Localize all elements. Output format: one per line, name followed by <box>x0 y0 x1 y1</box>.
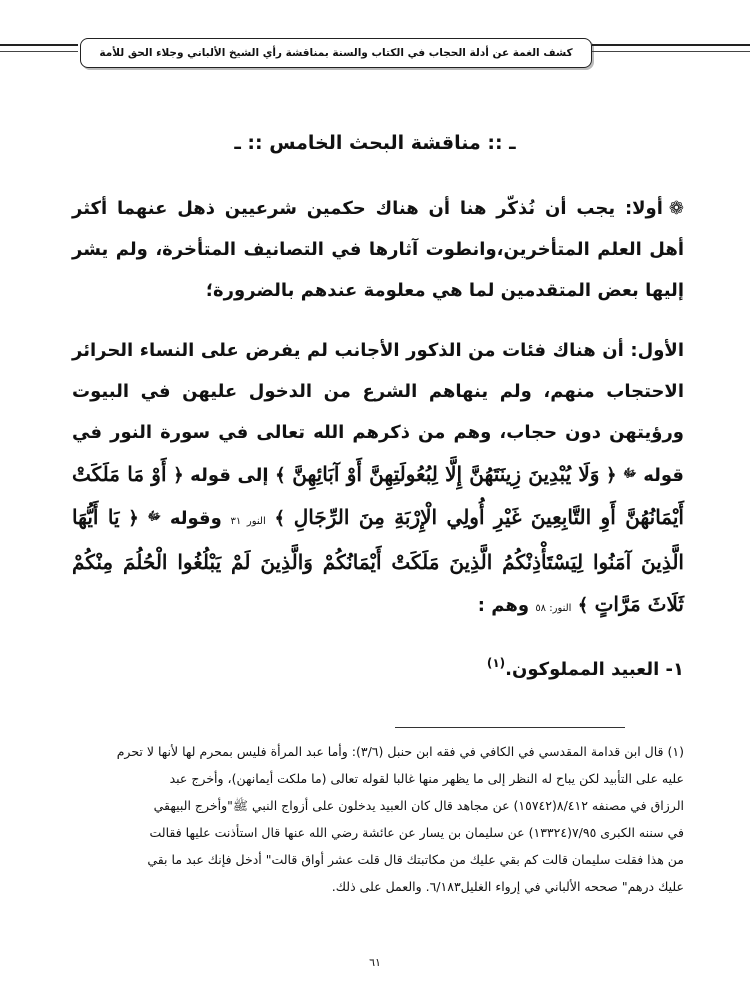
verse-open-bracket: ﴿ <box>606 465 617 486</box>
to-his-saying: إلى قوله <box>190 465 269 486</box>
verse-close-bracket: ﴾ <box>275 465 286 486</box>
quran-verse-2: أَوْ مَا مَلَكَتْ أَيْمَانُهُنَّ أَوِ التَّابِعِينَ غَيْرِ أُولِي الْإِرْبَةِ مِنَ الرِّجَالِ <box>72 462 684 529</box>
paragraph-first-point <box>72 188 684 311</box>
verse-close-bracket: ﴾ <box>577 595 589 616</box>
footnote-line: في سننه الكبرى ٧/٩٥(١٣٣٢٤) عن سليمان بن يسار عن عائشة رضي الله عنها قال استأذنت عليها فقالت <box>149 825 684 840</box>
running-header <box>80 38 592 68</box>
footnote-line: عليك درهم" صححه الألباني في إرواء الغليل٦/١٨٣. والعمل على ذلك. <box>331 879 684 894</box>
page-number: ٦١ <box>369 956 381 969</box>
footnote-line: عليه على التأبيد لكن يباح له النظر إلى ما يظهر منها غالبا لقوله تعالى (ما ملكت أيمانهن)، وأخرج عبد <box>169 771 684 786</box>
list-item <box>72 643 684 690</box>
footnote-line: (١) قال ابن قدامة المقدسي في الكافي في فقه ابن حنبل (٣/٦): وأما عبد المرأة فليس بمحرم لها لأنها لا تحرم <box>116 744 684 759</box>
footnote-separator <box>395 727 625 728</box>
paragraph-intro: الأول: أن هناك فئات من الذكور الأجانب لم يفرض على النساء الحرائر الاحتجاب منهم، ولم ينهاهم الشرع من الدخول عليهن في البيوت ورؤيتهن دون حجاب، وهم من ذكرهم الله تعالى في سورة النور في قوله <box>72 340 684 486</box>
verse-open-bracket: ﴿ <box>128 508 139 529</box>
paragraph-ending: وهم : <box>477 595 530 616</box>
quran-verse-3: يَا أَيُّهَا الَّذِينَ آمَنُوا لِيَسْتَأْذِنْكُمُ الَّذِينَ مَلَكَتْ أَيْمَانُكُمْ وَالَّذِينَ لَمْ يَبْلُغُوا الْحُلُمَ مِنْكُمْ ثَلَاثَ مَرَّاتٍ <box>72 505 684 616</box>
running-header-title: كشف الغمة عن أدلة الحجاب في الكتاب والسنة بمناقشة رأي الشيخ الألباني وجلاء الحق للأمة <box>99 47 573 59</box>
quran-verse-1: وَلَا يُبْدِينَ زِينَتَهُنَّ إِلَّا لِبُعُولَتِهِنَّ أَوْ آبَائِهِنَّ <box>292 462 600 486</box>
paragraph-first-ruling <box>72 330 684 629</box>
paragraph-first-point-text: أولا: يجب أن نُذكّر هنا أن هناك حكمين شرعيين ذهل عنهما أكثر أهل العلم المتأخرين،وانطوت آثارها في التصانيف المتأخرة، ولم يشر إليها بعض المتقدمين لما هي معلومة عندهم بالضرورة؛ <box>72 198 684 301</box>
verse-close-bracket: ﴾ <box>274 508 286 529</box>
header-rule-left <box>0 44 78 46</box>
footnote-line: الرزاق في مصنفه ٨/٤١٢(١٥٧٤٢) عن مجاهد قال كان العبيد يدخلون على أزواج النبي ﷺ"وأخرج البيهقي <box>153 798 684 813</box>
verse-reference-2: النور: ٥٨ <box>535 603 572 614</box>
honor-sign: ﷻ <box>623 466 637 480</box>
flower-icon: ❁ <box>668 198 684 219</box>
header-rule-right <box>592 44 750 46</box>
footnote-line: من هذا فقلت سليمان قالت كم بقي عليك من مكاتبتك قال قلت عشر أواق قالت" أدخل فإنك عبد ما بقي <box>147 852 684 867</box>
list-item-text: ١- العبيد المملوكون. <box>505 659 684 680</box>
and-his-saying: وقوله <box>169 508 222 529</box>
section-title: ـ :: مناقشة البحث الخامس :: ـ <box>234 132 516 154</box>
honor-sign: ﷻ <box>147 509 162 523</box>
footnotes <box>72 738 684 900</box>
verse-open-bracket: ﴿ <box>173 465 184 486</box>
footnote-marker: (١) <box>486 656 506 670</box>
verse-reference-1: النور ٣١ <box>230 516 266 527</box>
